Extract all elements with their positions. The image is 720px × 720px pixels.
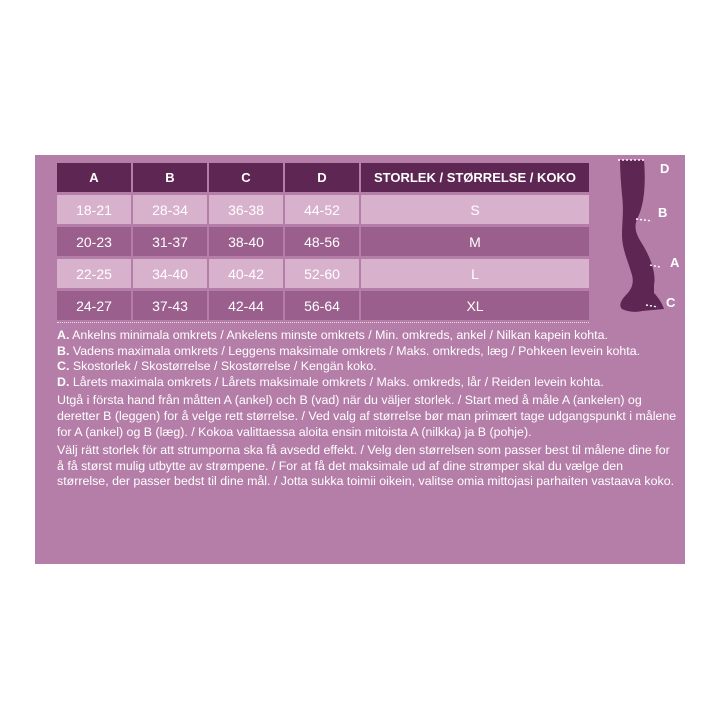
column-header-size: STORLEK / STØRRELSE / KOKO [361,163,589,192]
table-cell: 48-56 [285,227,361,256]
table-cell: 20-23 [57,227,133,256]
table-cell: 36-38 [209,195,285,224]
table-row [57,291,589,320]
leg-measurement-diagram [598,155,685,325]
stocking-leg-icon [620,160,664,312]
table-row [57,259,589,288]
table-cell: 40-42 [209,259,285,288]
table-cell: M [361,227,589,256]
table-cell: 44-52 [285,195,361,224]
table-cell: 31-37 [133,227,209,256]
column-header-b: B [133,163,209,192]
table-cell: 42-44 [209,291,285,320]
table-cell: 24-27 [57,291,133,320]
instruction-paragraph: Utgå i första hand från måtten A (ankel) och B (vad) när du väljer storlek. / Start med å måle A (ankelen) og deretter B (leggen) for å velge rett størrelse. / Ved valg af størrelse bør man primært tage udgangspunkt i målene for A (ankel) og B (læg). / Kokoa valittaessa aloita ensin mitoista A (nilkka) ja B (pohje). [57,393,677,439]
definition-c: C. Skostorlek / Skostørrelse / Skostørrelse / Kengän koko. [57,359,377,374]
table-cell: 34-40 [133,259,209,288]
size-table [57,160,589,323]
measure-line-b [636,219,652,221]
column-header-c: C [209,163,285,192]
size-chart-card [35,155,685,564]
table-cell: 38-40 [209,227,285,256]
size-notes [57,328,677,490]
table-cell: 52-60 [285,259,361,288]
table-cell: XL [361,291,589,320]
table-cell: S [361,195,589,224]
diagram-label-b: B [658,205,668,220]
table-cell: 56-64 [285,291,361,320]
definition-d: D. Lårets maximala omkrets / Lårets maksimale omkrets / Maks. omkreds, lår / Reiden levein kohta. [57,374,604,389]
table-cell: 28-34 [133,195,209,224]
diagram-label-a: A [670,255,680,270]
diagram-label-c: C [666,295,676,310]
table-cell: 18-21 [57,195,133,224]
instruction-paragraph: Välj rätt storlek för att strumporna ska få avsedd effekt. / Velg den størrelsen som passer best til målene dine for å få størst mulig utbytte av strømpene. / For at få det maksimale ud af dine strømper skal du vælge den størrelse, der passer bedst til dine mål. / Jotta sukka toimii oikein, valitse omia mittojasi parhaiten vastaava koko. [57,443,675,489]
divider [57,322,589,323]
definition-b: B. Vadens maximala omkrets / Leggens maksimale omkrets / Maks. omkreds, læg / Pohkeen levein kohta. [57,343,641,358]
definition-a: A. Ankelns minimala omkrets / Ankelens minste omkrets / Min. omkreds, ankel / Nilkan kapein kohta. [57,328,608,342]
table-cell: L [361,259,589,288]
table-header-row [57,163,589,192]
diagram-label-d: D [660,161,670,176]
table-row [57,227,589,256]
column-header-d: D [285,163,361,192]
table-cell: 37-43 [133,291,209,320]
table-cell: 22-25 [57,259,133,288]
column-header-a: A [57,163,133,192]
table-row [57,195,589,224]
